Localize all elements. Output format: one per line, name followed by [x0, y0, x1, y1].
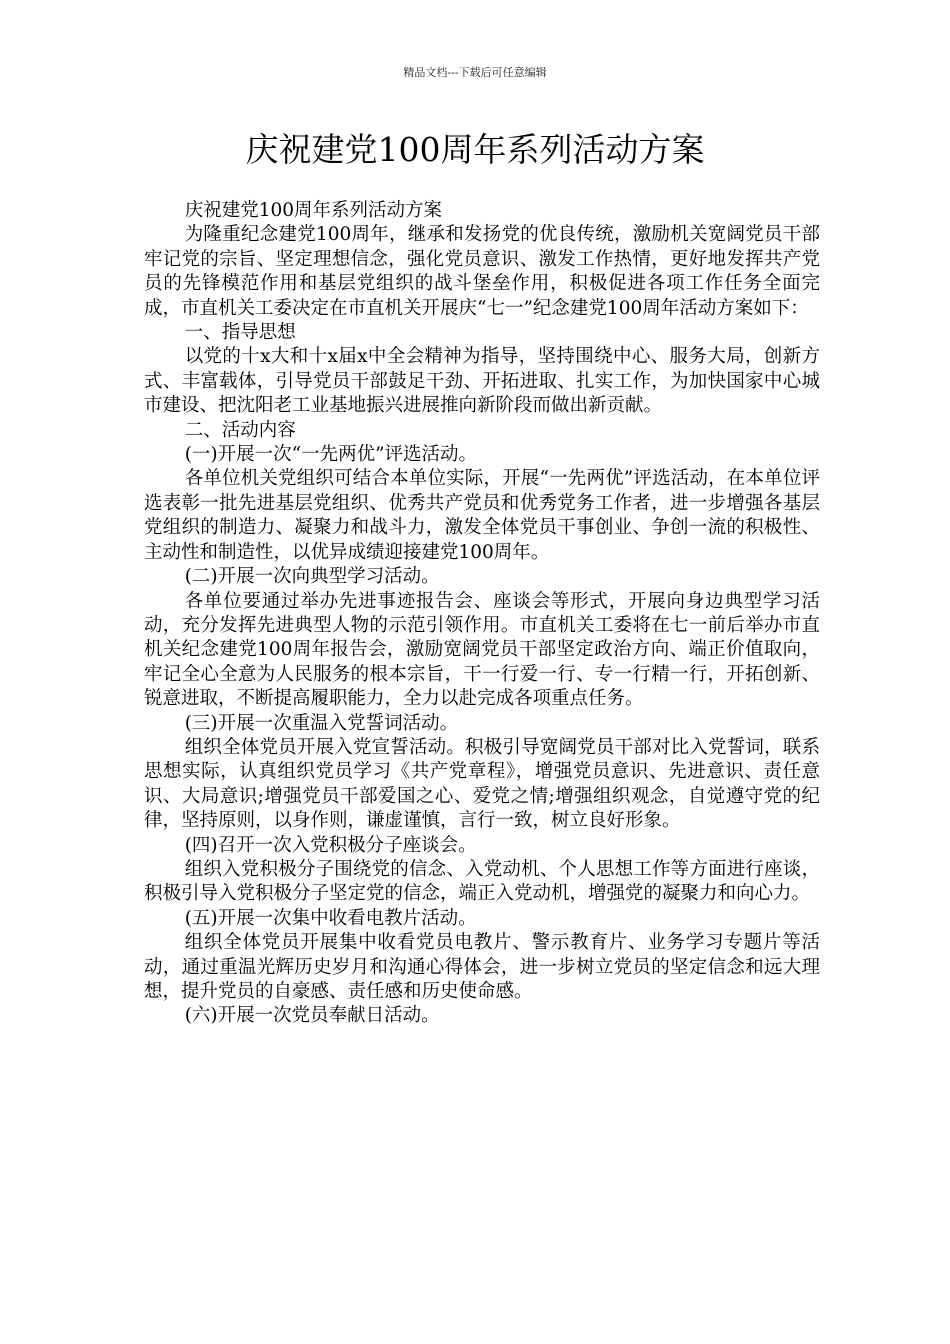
header-note: 精品文档---下载后可任意编辑: [403, 66, 547, 79]
document-body: [144, 199, 820, 1029]
document-title: 庆祝建党100周年系列活动方案: [245, 130, 705, 169]
activity-paragraph-4: 组织入党积极分子围绕党的信念、入党动机、个人思想工作等方面进行座谈，积极引导入党积极分子坚定党的信念，端正入党动机，增强党的凝聚力和向心力。: [144, 858, 820, 905]
section-heading-activities: 二、活动内容: [184, 419, 296, 441]
activity-heading-5: (五)开展一次集中收看电教片活动。: [184, 907, 477, 929]
activity-paragraph-3: 组织全体党员开展入党宣誓活动。积极引导宽阔党员干部对比入党誓词，联系思想实际，认真组织党员学习《共产党章程》，增强党员意识、先进意识、责任意识、大局意识;增强党员干部爱国之心、爱党之情;增强组织观念，自觉遵守党的纪律，坚持原则，以身作则，谦虚谨慎，言行一致，树立良好形象。: [144, 736, 820, 832]
activity-heading-1: (一)开展一次“一先两优”评选活动。: [184, 444, 478, 466]
activity-paragraph-1: 各单位机关党组织可结合本单位实际，开展“一先两优”评选活动，在本单位评选表彰一批先进基层党组织、优秀共产党员和优秀党务工作者，进一步增强各基层党组织的制造力、凝聚力和战斗力，激发全体党员干事创业、争创一流的积极性、主动性和制造性，以优异成绩迎接建党100周年。: [144, 468, 820, 563]
activity-heading-3: (三)开展一次重温入党誓词活动。: [184, 712, 459, 734]
paragraph-guiding-thought: 以党的十x大和十x届x中全会精神为指导，坚持围绕中心、服务大局，创新方式、丰富载体，引导党员干部鼓足干劲、开拓进取、扎实工作，为加快国家中心城市建设、把沈阳老工业基地振兴进展推向新阶段而做出新贡献。: [144, 346, 820, 417]
paragraph-intro: 为隆重纪念建党100周年，继承和发扬党的优良传统，激励机关宽阔党员干部牢记党的宗旨、坚定理想信念，强化党员意识、激发工作热情，更好地发挥共产党员的先锋模范作用和基层党组织的战斗堡垒作用，积极促进各项工作任务全面完成，市直机关工委决定在市直机关开展庆“七一”纪念建党100周年活动方案如下：: [144, 224, 820, 319]
paragraph-subtitle: 庆祝建党100周年系列活动方案: [184, 200, 442, 221]
section-heading-guiding-thought: 一、指导思想: [184, 322, 296, 344]
activity-heading-2: (二)开展一次向典型学习活动。: [184, 566, 440, 588]
activity-heading-6: (六)开展一次党员奉献日活动。: [184, 1005, 440, 1027]
activity-paragraph-5: 组织全体党员开展集中收看党员电教片、警示教育片、业务学习专题片等活动，通过重温光辉历史岁月和沟通心得体会，进一步树立党员的坚定信念和远大理想，提升党员的自豪感、责任感和历史使命感。: [144, 932, 820, 1002]
activity-paragraph-2: 各单位要通过举办先进事迹报告会、座谈会等形式，开展向身边典型学习活动，充分发挥先进典型人物的示范引领作用。市直机关工委将在七一前后举办市直机关纪念建党100周年报告会，激励宽阔党员干部坚定政治方向、端正价值取向，牢记全心全意为人民服务的根本宗旨，干一行爱一行、专一行精一行，开拓创新、锐意进取，不断提高履职能力，全力以赴完成各项重点任务。: [144, 590, 820, 710]
activity-heading-4: (四)召开一次入党积极分子座谈会。: [184, 834, 477, 856]
